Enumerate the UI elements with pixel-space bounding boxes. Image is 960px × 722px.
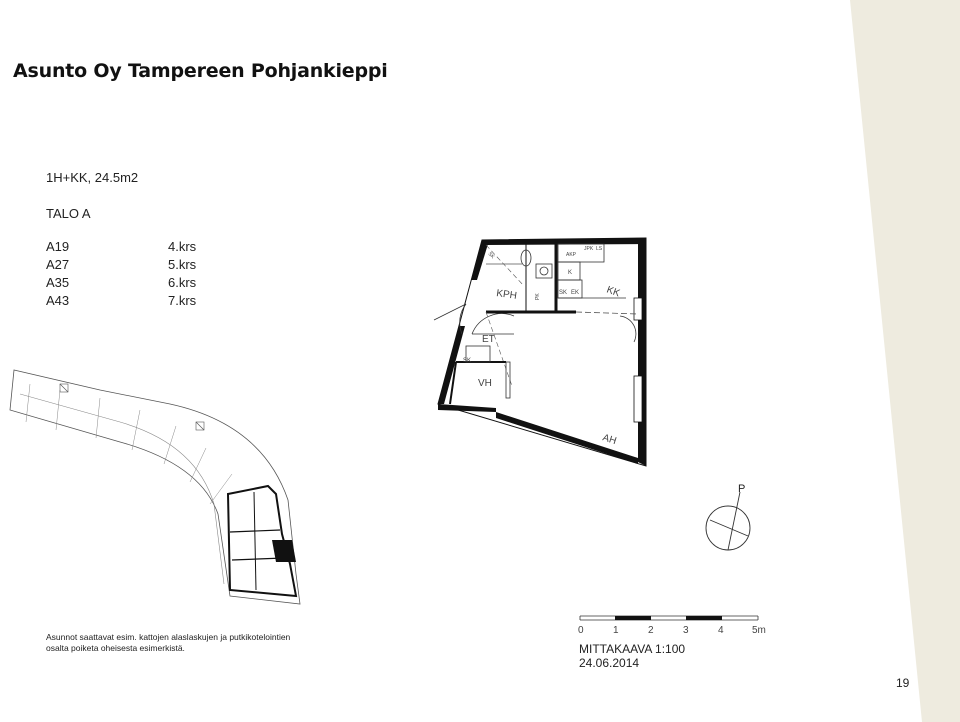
fixture-label-washer: PK — [535, 293, 541, 300]
scale-bar-shape — [576, 614, 776, 638]
room-label-bathroom: KPH — [495, 288, 518, 302]
apartment-floor: 7.krs — [168, 293, 197, 308]
fixture-label-dishwasher: AKP — [566, 252, 577, 258]
apartment-row — [46, 275, 206, 293]
fixture-label-ls: LS — [596, 246, 603, 252]
apartment-floor: 4.krs — [168, 239, 197, 254]
scale-bar — [576, 614, 776, 643]
document-title: Asunto Oy Tampereen Pohjankieppi — [13, 60, 388, 82]
apartment-floor: 5.krs — [168, 257, 197, 272]
apartment-code: A35 — [46, 275, 70, 290]
apartment-floor: 6.krs — [168, 275, 197, 290]
apartment-code: A43 — [46, 293, 70, 308]
fixture-label-kitchen-ek: EK — [571, 290, 580, 296]
unit-type-label: 1H+KK, 24.5m2 — [46, 170, 139, 185]
disclaimer-line: osalta poiketa oheisesta esimerkistä. — [46, 643, 185, 653]
apartment-row — [46, 239, 206, 257]
room-label-wardrobe: VH — [478, 378, 492, 389]
apartment-code: A27 — [46, 257, 70, 272]
scale-label: MITTAKAAVA 1:100 — [579, 642, 686, 656]
disclaimer-note — [46, 632, 336, 654]
floor-plan-drawing — [426, 236, 656, 468]
scale-tick: 2 — [648, 625, 654, 636]
disclaimer-line: Asunnot saattavat esim. kattojen alaslaskujen ja putkikotelointien — [46, 632, 291, 642]
side-band — [850, 0, 960, 722]
scale-tick: 1 — [613, 625, 619, 636]
fixture-label-kitchen-k: K — [568, 270, 573, 276]
page-number: 19 — [896, 676, 910, 690]
apartment-code: A19 — [46, 239, 70, 254]
north-arrow-shape — [700, 478, 760, 558]
fixture-label-fridge: JPK — [584, 246, 594, 252]
scale-tick: 0 — [578, 625, 584, 636]
room-label-kitchen: KK — [604, 284, 622, 300]
fixture-label-shower: SK — [486, 251, 496, 261]
north-arrow — [700, 478, 760, 563]
house-label: TALO A — [46, 206, 91, 221]
room-label-living: AH — [601, 432, 618, 448]
fixture-label-kitchen-sk: SK — [559, 290, 568, 296]
scale-tick: 5m — [752, 625, 766, 636]
date-label: 24.06.2014 — [579, 656, 640, 670]
room-label-entry: ET — [482, 334, 495, 345]
site-plan — [0, 364, 320, 619]
side-band-shape — [850, 0, 960, 722]
scale-tick: 4 — [718, 625, 724, 636]
north-label: P — [738, 483, 746, 495]
apartment-list — [46, 239, 206, 311]
apartment-row — [46, 293, 206, 311]
scale-tick: 3 — [683, 625, 689, 636]
site-plan-drawing — [0, 364, 320, 614]
fixture-label-cabinet: SK — [463, 358, 472, 364]
apartment-row — [46, 257, 206, 275]
floor-plan — [426, 236, 656, 473]
